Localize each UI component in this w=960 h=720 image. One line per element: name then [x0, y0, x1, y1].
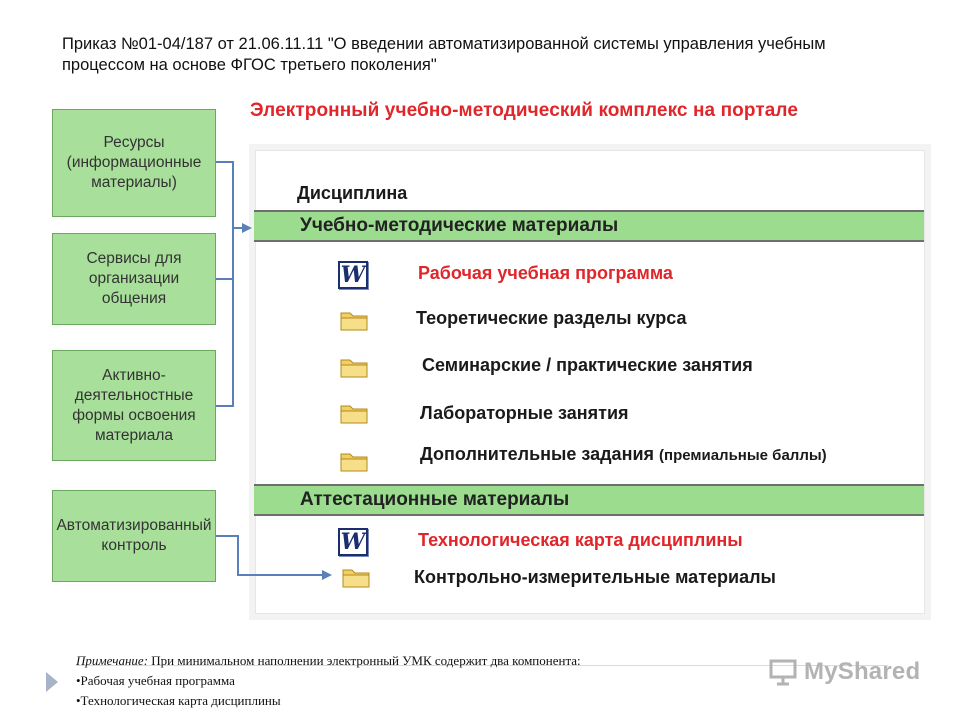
footnote-text: При минимальном наполнении электронный УМК содержит два компонента: — [151, 653, 581, 668]
item-extra[interactable] — [420, 444, 827, 465]
item-control[interactable]: Контрольно-измерительные материалы — [414, 567, 776, 587]
watermark-logo-text: MyShared — [804, 658, 921, 685]
item-theory[interactable]: Теоретические разделы курса — [416, 308, 687, 328]
presentation-board-icon — [768, 657, 798, 687]
footnote — [76, 651, 581, 711]
band-attestation-materials — [254, 484, 924, 516]
word-document-icon[interactable]: W — [338, 261, 368, 289]
folder-icon[interactable] — [342, 566, 370, 588]
footnote-lead: Примечание: — [76, 653, 149, 668]
folder-icon[interactable] — [340, 402, 368, 424]
side-box-resources: Ресурсы (информационные материалы) — [52, 109, 216, 217]
band-study-materials-label: Учебно-методические материалы — [300, 215, 619, 236]
band-study-materials — [254, 210, 924, 242]
connector-bracket — [216, 162, 233, 406]
side-box-auto-control: Автоматизированный контроль — [52, 490, 216, 582]
item-tech-map[interactable]: Технологическая карта дисциплины — [418, 530, 743, 550]
footnote-bullet-1: •Рабочая учебная программа — [76, 673, 235, 688]
footnote-bullet-2: •Технологическая карта дисциплины — [76, 693, 281, 708]
item-lab[interactable]: Лабораторные занятия — [420, 403, 629, 423]
band-attestation-materials-label: Аттестационные материалы — [300, 489, 570, 510]
side-box-services: Сервисы для организации общения — [52, 233, 216, 325]
folder-icon[interactable] — [340, 309, 368, 331]
word-document-icon[interactable]: W — [338, 528, 368, 556]
item-extra-label: Дополнительные задания — [420, 444, 655, 464]
folder-icon[interactable] — [340, 356, 368, 378]
side-box-active-forms: Активно-деятельностные формы освоения материала — [52, 350, 216, 461]
item-work-program[interactable]: Рабочая учебная программа — [418, 263, 673, 283]
watermark-logo — [768, 657, 920, 687]
page-title: Приказ №01-04/187 от 21.06.11.11 "О введении автоматизированной системы управления учебным процессом на основе ФГОС третьего поколения" — [62, 35, 826, 74]
discipline-label: Дисциплина — [297, 183, 408, 203]
folder-icon[interactable] — [340, 450, 368, 472]
item-seminar[interactable]: Семинарские / практические занятия — [422, 355, 753, 375]
diagram-heading: Электронный учебно-методический комплекс на портале — [250, 100, 798, 121]
item-extra-note: (премиальные баллы) — [659, 447, 827, 464]
bullet-arrow-icon — [46, 672, 58, 692]
